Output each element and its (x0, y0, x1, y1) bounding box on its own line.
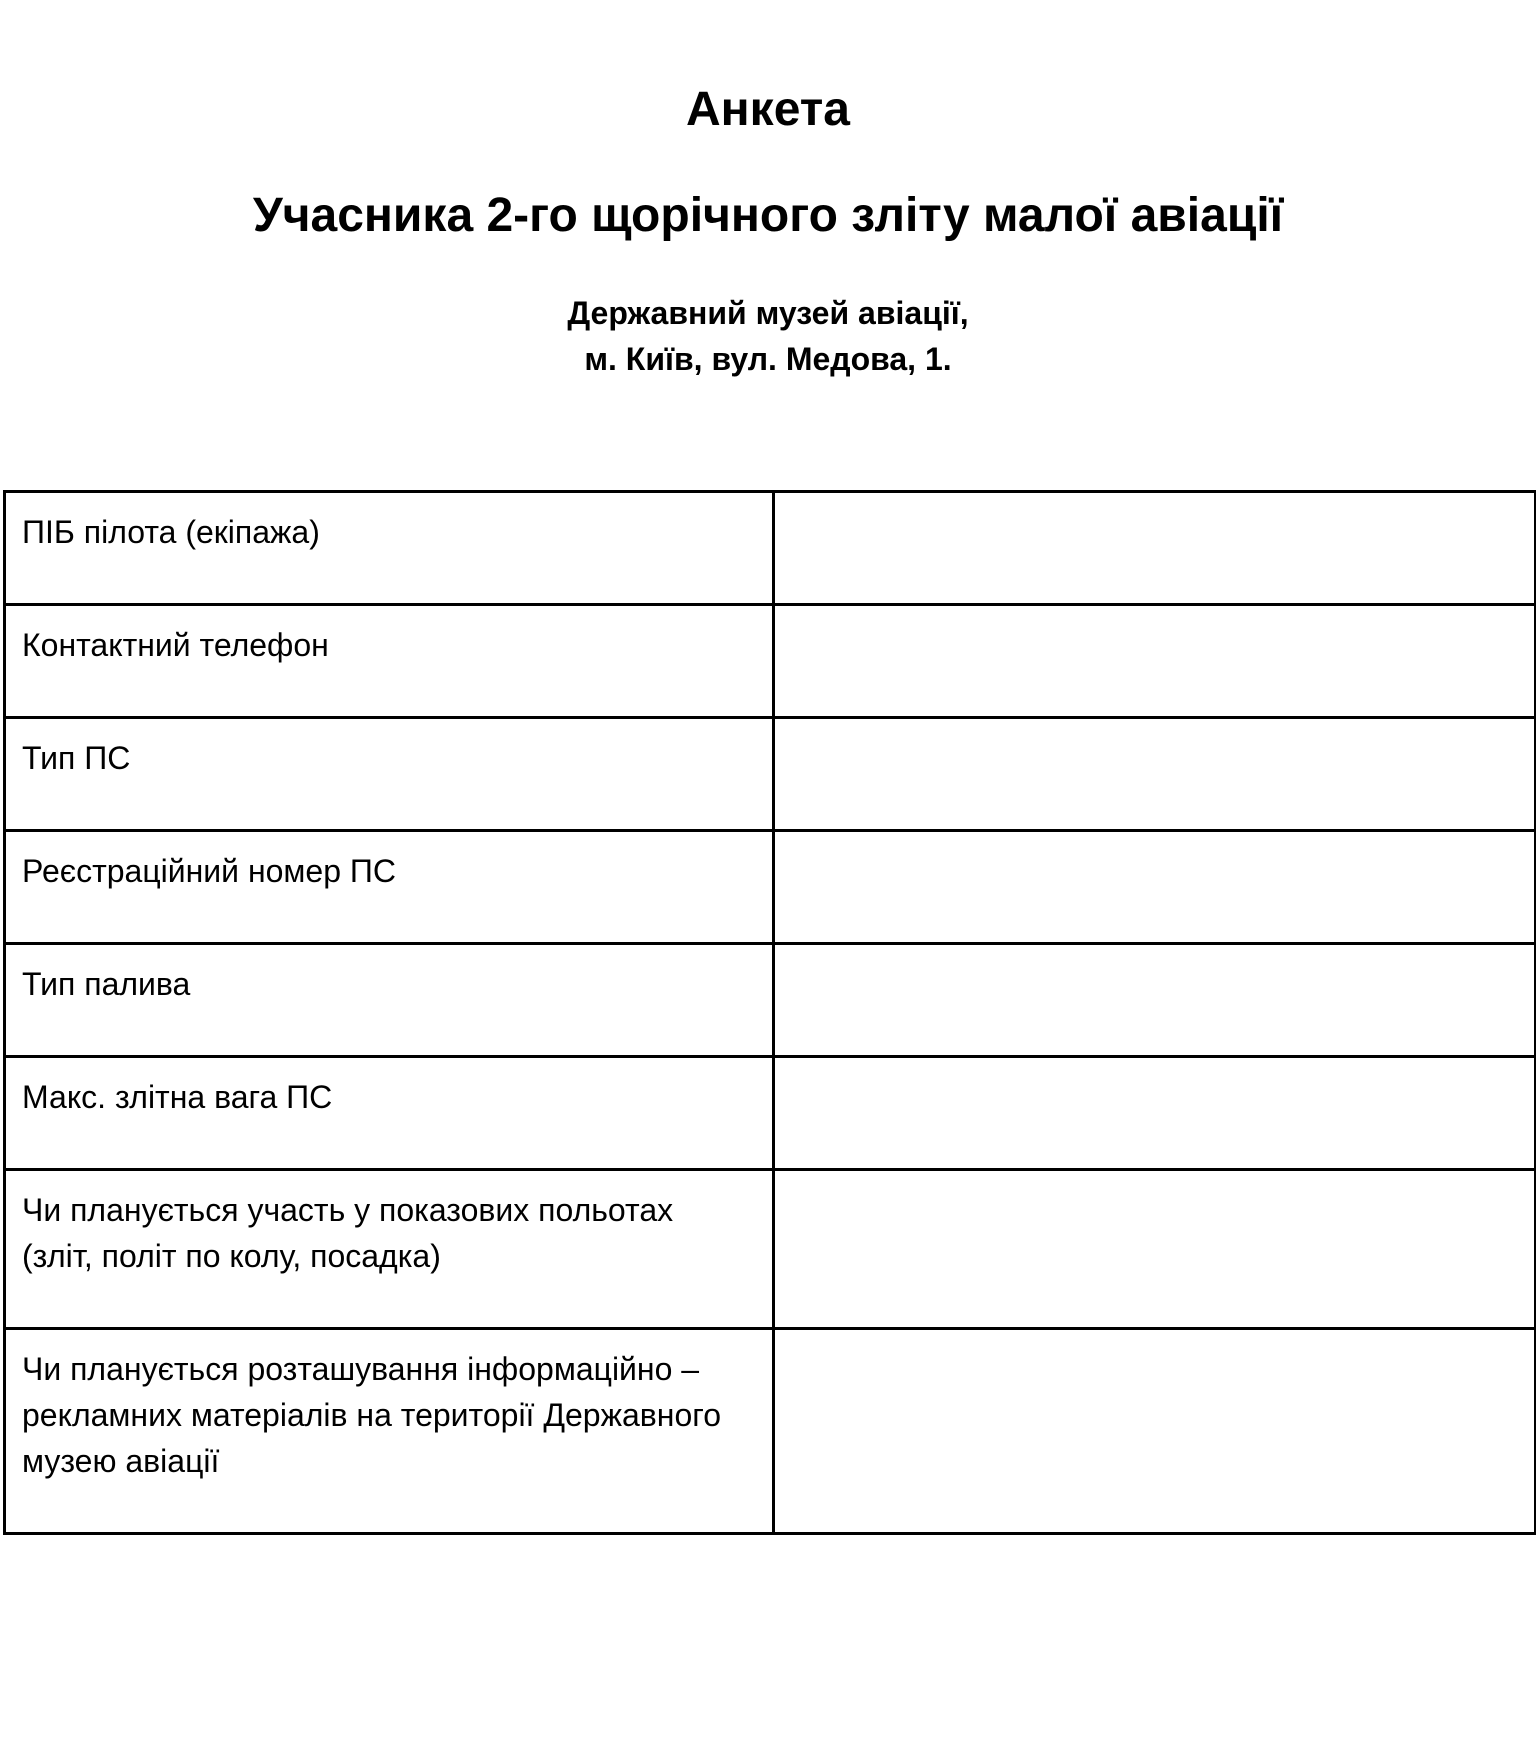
table-row (5, 492, 1536, 605)
field-label-aircraft-type: Тип ПС (5, 718, 774, 831)
field-label-promo-materials: Чи планується розташування інформаційно – рекламних матеріалів на території Державного музею авіації (5, 1329, 774, 1534)
field-value-aircraft-type[interactable] (774, 718, 1536, 831)
field-label-registration-number: Реєстраційний номер ПС (5, 831, 774, 944)
field-value-pilot-name[interactable] (774, 492, 1536, 605)
questionnaire-table (3, 490, 1536, 1535)
venue-name: Державний музей авіації, (567, 295, 969, 331)
field-value-demo-flights[interactable] (774, 1170, 1536, 1329)
table-row (5, 718, 1536, 831)
field-value-fuel-type[interactable] (774, 944, 1536, 1057)
field-label-max-takeoff-weight: Макс. злітна вага ПС (5, 1057, 774, 1170)
table-row (5, 944, 1536, 1057)
table-row (5, 605, 1536, 718)
field-label-pilot-name: ПІБ пілота (екіпажа) (5, 492, 774, 605)
table-row (5, 1057, 1536, 1170)
field-label-demo-flights: Чи планується участь у показових польотах (зліт, політ по колу, посадка) (5, 1170, 774, 1329)
document-subtitle: Учасника 2-го щорічного зліту малої авіації (252, 189, 1284, 242)
table-row (5, 1329, 1536, 1534)
venue-address: м. Київ, вул. Медова, 1. (584, 341, 952, 377)
document-title: Анкета (686, 83, 850, 136)
table-row (5, 1170, 1536, 1329)
field-value-promo-materials[interactable] (774, 1329, 1536, 1534)
field-value-registration-number[interactable] (774, 831, 1536, 944)
field-value-max-takeoff-weight[interactable] (774, 1057, 1536, 1170)
field-value-contact-phone[interactable] (774, 605, 1536, 718)
field-label-contact-phone: Контактний телефон (5, 605, 774, 718)
field-label-fuel-type: Тип палива (5, 944, 774, 1057)
table-row (5, 831, 1536, 944)
